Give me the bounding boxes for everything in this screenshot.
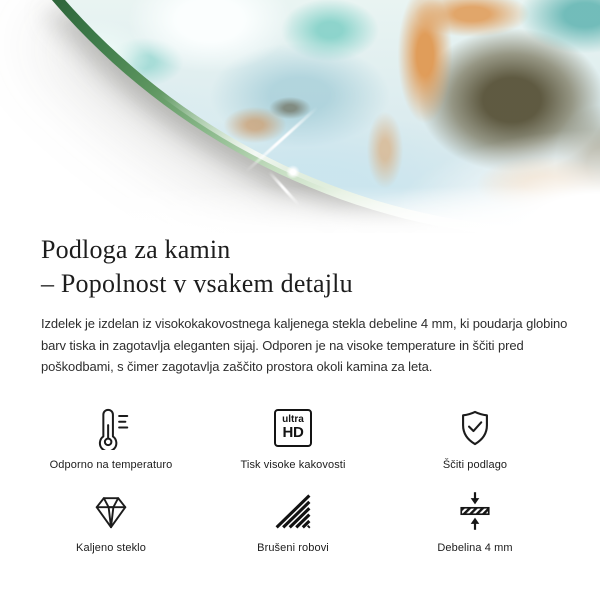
feature-label: Brušeni robovi — [257, 541, 329, 554]
feature-label: Ščiti podlago — [442, 458, 508, 471]
diamond-icon — [88, 489, 134, 533]
feature-thickness — [384, 489, 566, 554]
product-hero-image — [0, 0, 600, 233]
feature-label: Tisk visoke kakovosti — [240, 458, 346, 471]
thermometer-icon — [88, 406, 134, 450]
content-section — [0, 233, 600, 554]
shield-check-icon — [453, 406, 497, 450]
feature-temperature — [20, 406, 202, 471]
ultra-hd-icon: ultra HD — [274, 409, 312, 447]
product-description: Izdelek je izdelan iz visokokakovostnega kaljenega stekla debeline 4 mm, ki poudarja globino barv tiska in zagotavlja eleganten sijaj. Odporen je na visoke temperature in ščiti pred poškodbami, s čimer zagotavlja zaščito prostora okoli kamina za leta. — [41, 316, 568, 374]
title-line-1: Podloga za kamin — [41, 235, 231, 264]
feature-label: Debelina 4 mm — [437, 541, 513, 554]
features-grid — [10, 406, 560, 554]
feature-label: Odporno na temperaturo — [49, 458, 173, 471]
beveled-edge-icon — [273, 489, 313, 533]
feature-tempered-glass — [20, 489, 202, 554]
feature-beveled-edges — [202, 489, 384, 554]
feature-print-quality — [202, 406, 384, 471]
page-title — [41, 233, 560, 301]
title-line-2: – Popolnost v vsakem detajlu — [41, 269, 353, 298]
feature-protection — [384, 406, 566, 471]
thickness-icon — [454, 489, 496, 533]
glass-panel — [0, 0, 600, 233]
feature-label: Kaljeno steklo — [76, 541, 146, 554]
